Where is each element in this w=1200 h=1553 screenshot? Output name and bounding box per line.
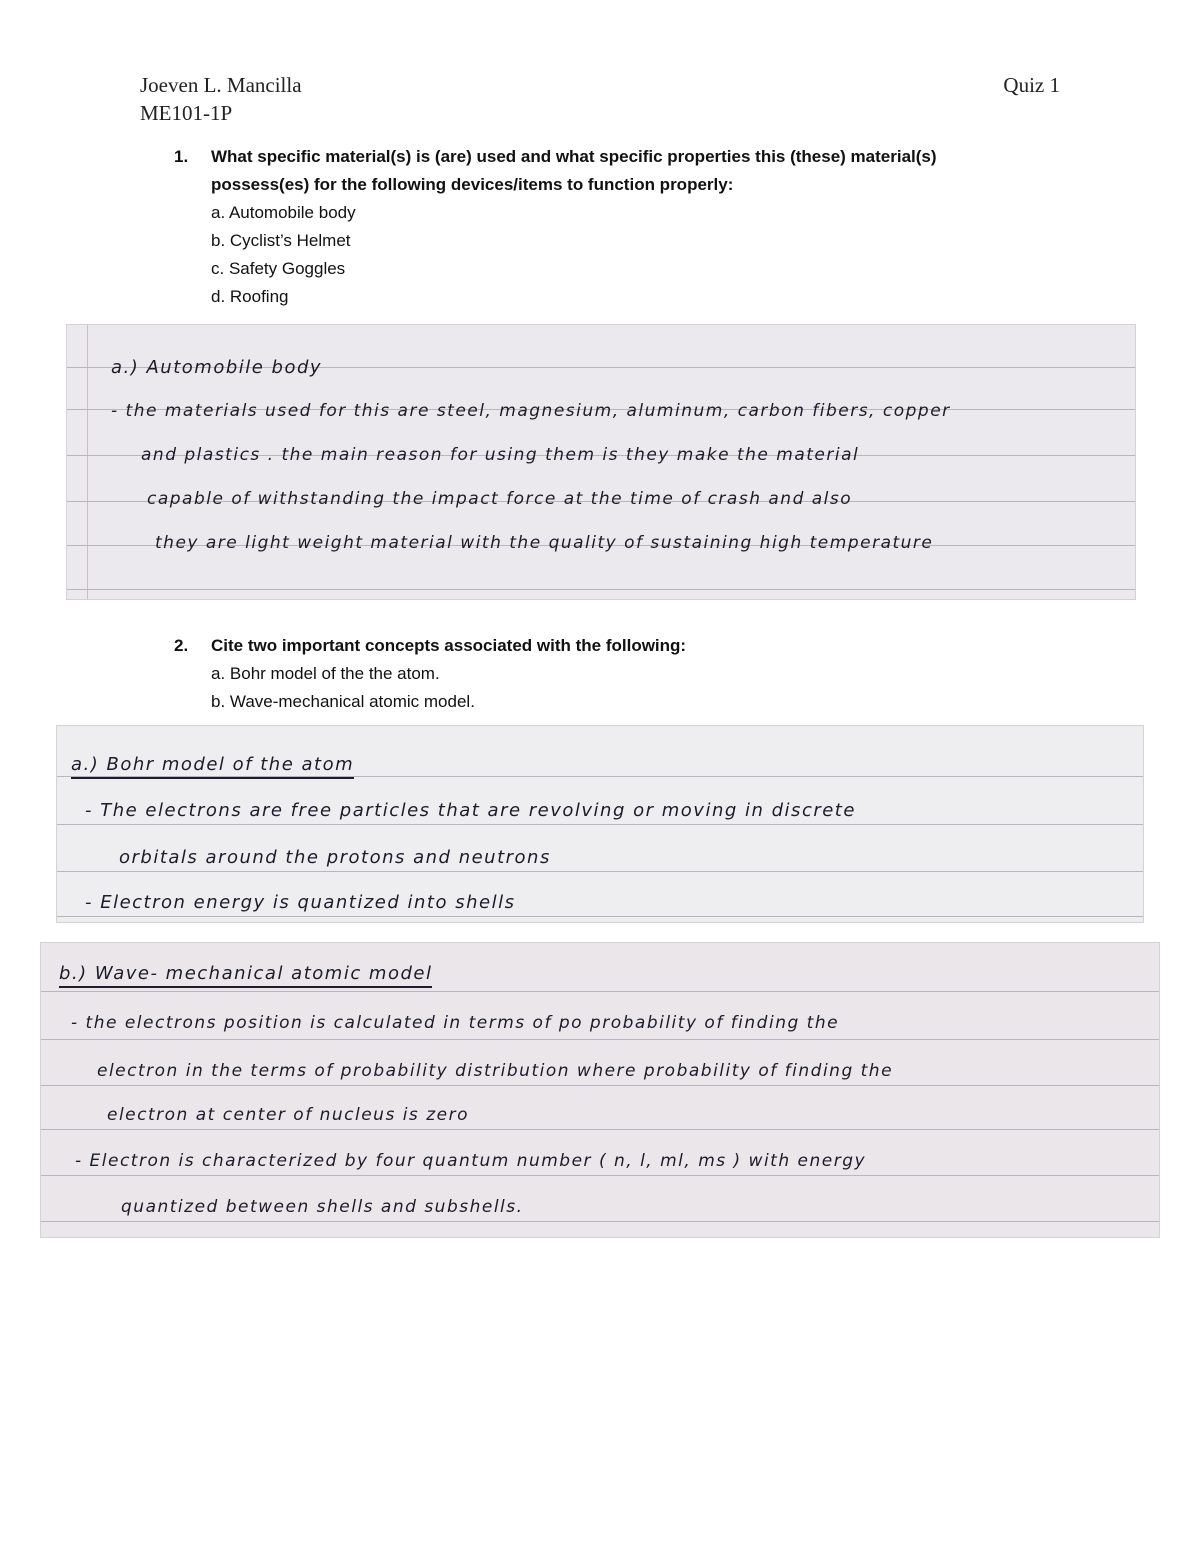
question-number: 2. bbox=[174, 636, 189, 655]
course-code: ME101-1P bbox=[140, 101, 233, 125]
answer-line: - Electron is characterized by four quantum number ( n, l, ml, ms ) with energy bbox=[75, 1151, 867, 1171]
answer-line: - the electrons position is calculated in terms of po probability of finding the bbox=[71, 1013, 840, 1033]
answer-line: capable of withstanding the impact force at the time of crash and also bbox=[147, 489, 853, 509]
answer-line: quantized between shells and subshells. bbox=[121, 1197, 524, 1217]
answer-2a-photo bbox=[56, 725, 1144, 923]
question-item: b. Wave-mechanical atomic model. bbox=[211, 692, 475, 711]
question-item: a. Bohr model of the the atom. bbox=[211, 664, 440, 683]
question-1 bbox=[174, 143, 1071, 311]
question-text-continued: possess(es) for the following devices/items to function properly: bbox=[211, 175, 734, 194]
answer-heading: a.) Bohr model of the atom bbox=[71, 754, 354, 779]
question-item: a. Automobile body bbox=[211, 203, 356, 222]
answer-line: - the materials used for this are steel, magnesium, aluminum, carbon fibers, copper bbox=[111, 401, 951, 421]
answer-line: - The electrons are free particles that are revolving or moving in discrete bbox=[85, 800, 856, 821]
question-item: d. Roofing bbox=[211, 287, 289, 306]
question-item: b. Cyclist’s Helmet bbox=[211, 231, 351, 250]
answer-line: they are light weight material with the quality of sustaining high temperature bbox=[155, 533, 934, 553]
answer-line: and plastics . the main reason for using them is they make the material bbox=[141, 445, 860, 465]
question-item: c. Safety Goggles bbox=[211, 259, 346, 278]
answer-1-photo bbox=[66, 324, 1136, 600]
question-number: 1. bbox=[174, 147, 189, 166]
quiz-label: Quiz 1 bbox=[1003, 73, 1060, 97]
answer-heading: b.) Wave- mechanical atomic model bbox=[59, 963, 432, 988]
answer-2b-photo bbox=[40, 942, 1160, 1238]
answer-line: electron at center of nucleus is zero bbox=[107, 1105, 469, 1125]
answer-line: - Electron energy is quantized into shells bbox=[85, 892, 516, 913]
answer-heading: a.) Automobile body bbox=[111, 357, 323, 378]
answer-line: electron in the terms of probability distribution where probability of finding the bbox=[97, 1061, 894, 1081]
answer-line: orbitals around the protons and neutrons bbox=[119, 847, 551, 868]
question-text: What specific material(s) is (are) used and what specific properties this (these) material(s) bbox=[211, 147, 937, 166]
student-name: Joeven L. Mancilla bbox=[140, 73, 302, 97]
question-text: Cite two important concepts associated with the following: bbox=[211, 636, 687, 655]
question-2 bbox=[174, 632, 1071, 716]
